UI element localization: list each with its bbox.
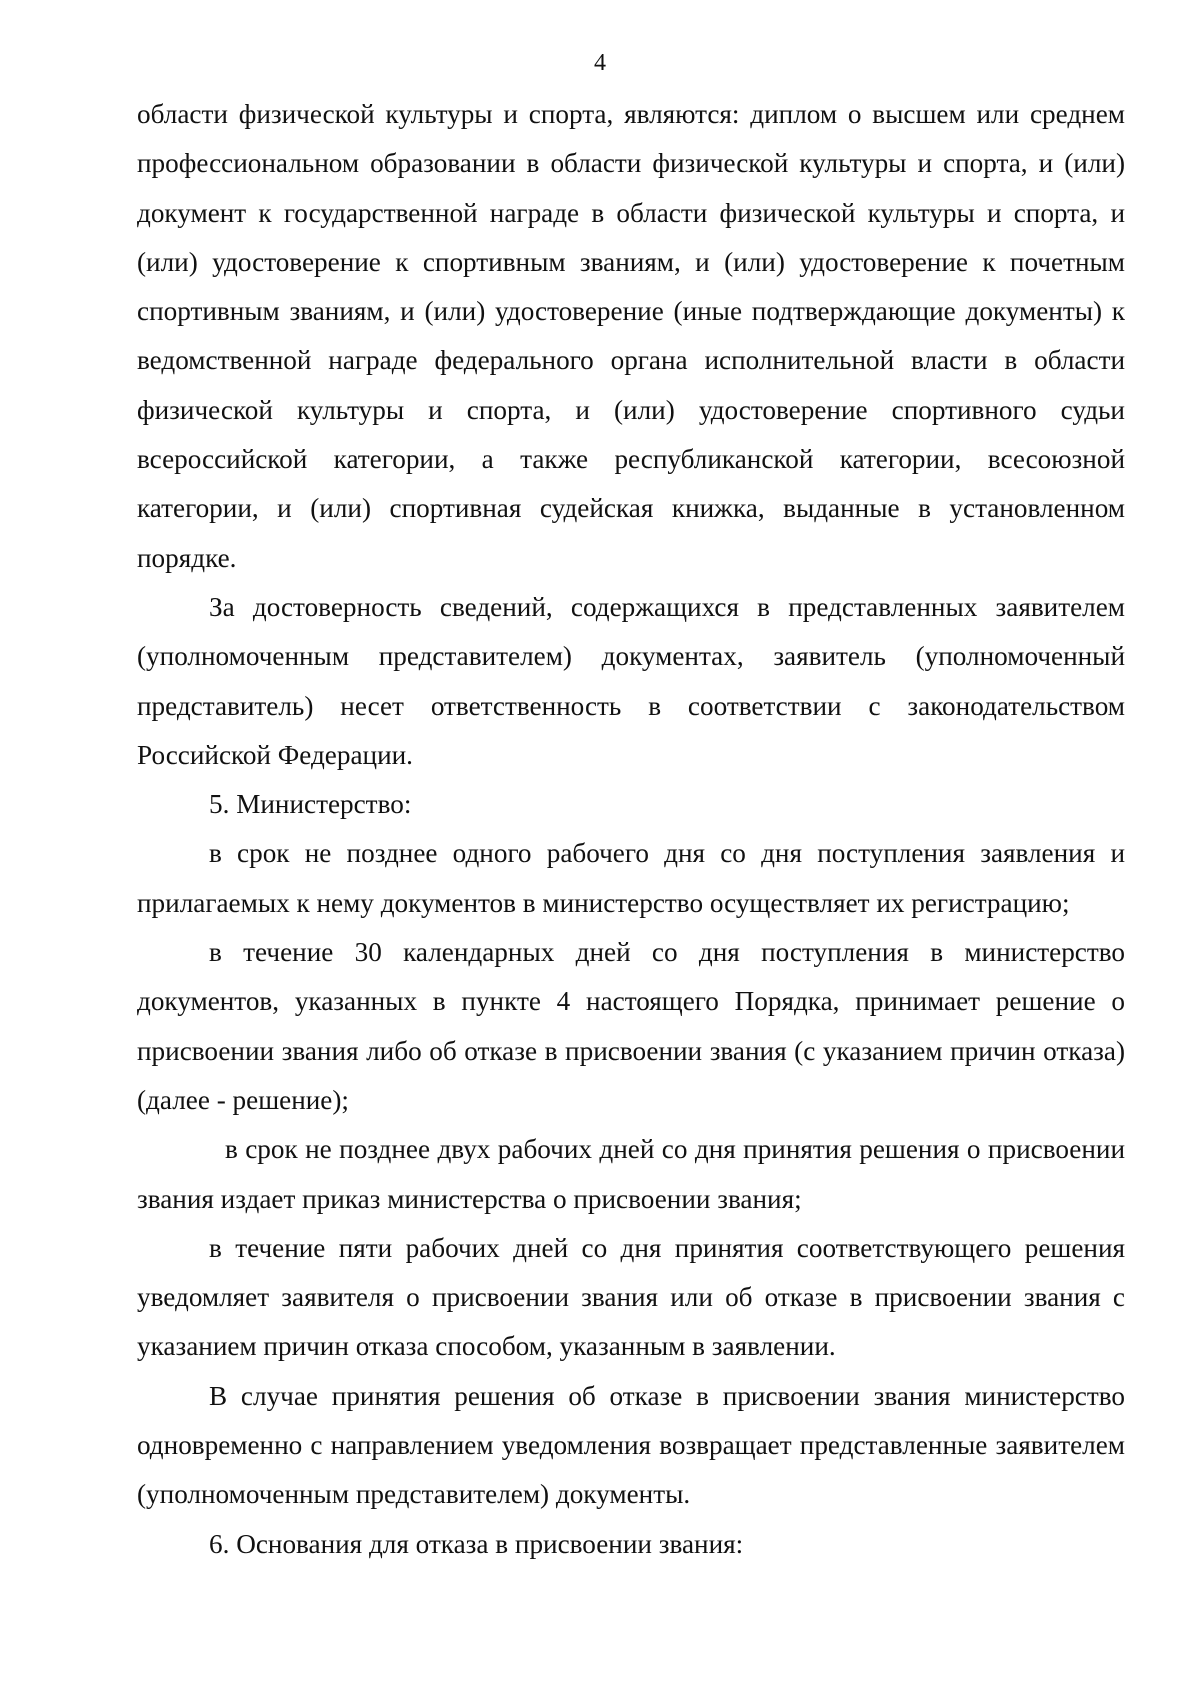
paragraph-1: области физической культуры и спорта, являются: диплом о высшем или среднем профессиональном образовании в области физической культуры и спорта, и (или) документ к государственной награде в области физической культуры и спорта, и (или) удостоверение к спортивным званиям, и (или) удостоверение к почетным спортивным званиям, и (или) удостоверение (иные подтверждающие документы) к ведомственной награде федерального органа исполнительной власти в области физической культуры и спорта, и (или) удостоверение спортивного судьи всероссийской категории, а также республиканской категории, всесоюзной категории, и (или) спортивная судейская книжка, выданные в установленном порядке. — [137, 99, 1125, 573]
paragraph-7: в течение пяти рабочих дней со дня принятия соответствующего решения уведомляет заявителя о присвоении звания или об отказе в присвоении звания с указанием причин отказа способом, указанным в заявлении. — [137, 1232, 1125, 1362]
paragraph-6: в срок не позднее двух рабочих дней со дня принятия решения о присвоении звания издает приказ министерства о присвоении звания; — [137, 1134, 1125, 1214]
paragraph-8: В случае принятия решения об отказе в присвоении звания министерство одновременно с направлением уведомления возвращает представленные заявителем (уполномоченным представителем) документы. — [137, 1380, 1125, 1510]
paragraph-4: в срок не позднее одного рабочего дня со дня поступления заявления и прилагаемых к нему документов в министерство осуществляет их регистрацию; — [137, 838, 1125, 918]
document-body — [137, 90, 1125, 1569]
paragraph-5: в течение 30 календарных дней со дня поступления в министерство документов, указанных в пункте 4 настоящего Порядка, принимает решение о присвоении звания либо об отказе в присвоении звания (с указанием причин отказа) (далее - решение); — [137, 937, 1125, 1115]
paragraph-3: 5. Министерство: — [209, 789, 412, 820]
paragraph-9: 6. Основания для отказа в присвоении звания: — [209, 1528, 744, 1559]
paragraph-2: За достоверность сведений, содержащихся в представленных заявителем (уполномоченным представителем) документах, заявитель (уполномоченный представитель) несет ответственность в соответствии с законодательством Российской Федерации. — [137, 591, 1125, 770]
page-number: 4 — [594, 50, 606, 76]
